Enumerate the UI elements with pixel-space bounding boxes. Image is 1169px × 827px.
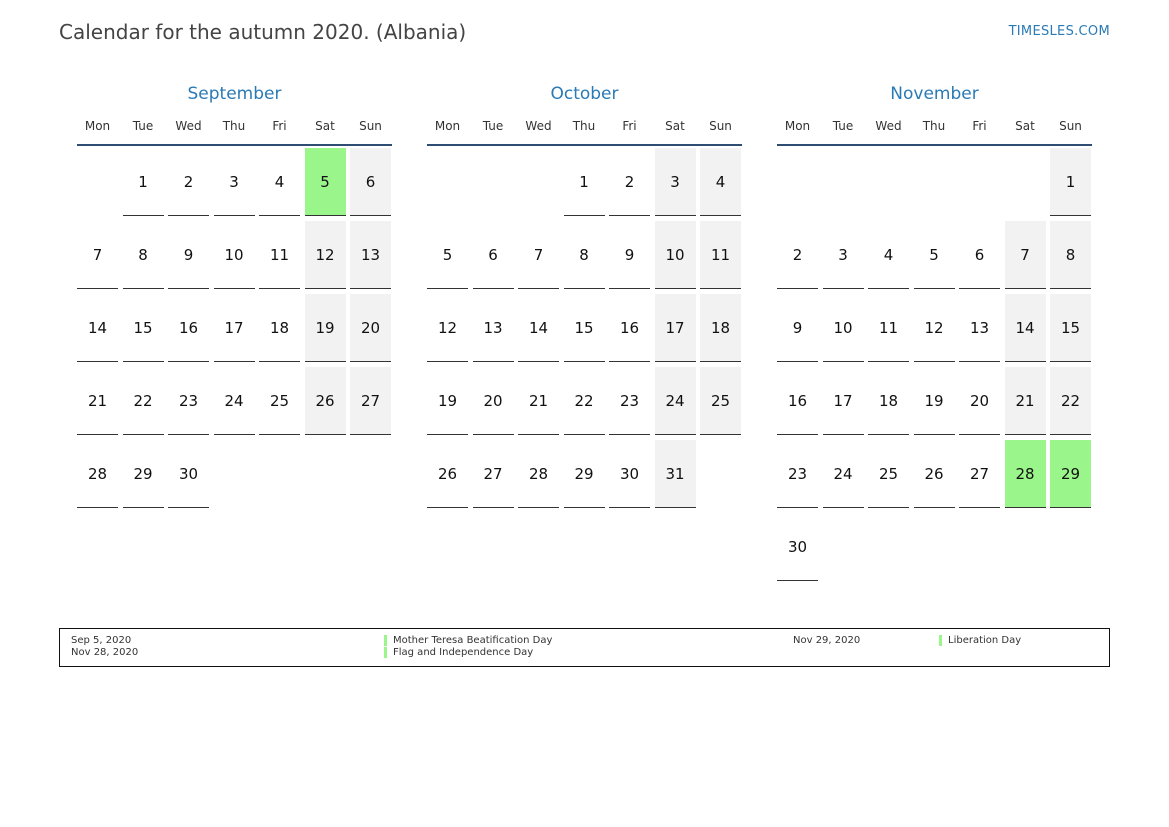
day-cell[interactable]: 18 — [259, 294, 300, 362]
day-cell[interactable]: 3 — [214, 148, 255, 216]
weekday-label: Tue — [832, 119, 854, 133]
day-cell[interactable]: 4 — [259, 148, 300, 216]
day-cell[interactable]: 7 — [77, 221, 118, 289]
day-cell[interactable]: 16 — [777, 367, 818, 435]
month-october — [427, 82, 742, 483]
day-cell[interactable]: 21 — [518, 367, 559, 435]
day-cell[interactable]: 10 — [655, 221, 696, 289]
day-cell[interactable]: 29 — [123, 440, 164, 508]
day-cell[interactable]: 14 — [1005, 294, 1046, 362]
day-cell[interactable]: 10 — [214, 221, 255, 289]
legend-holiday-name: Mother Teresa Beatification Day — [384, 635, 552, 646]
day-cell[interactable]: 26 — [914, 440, 955, 508]
day-cell[interactable]: 22 — [1050, 367, 1091, 435]
day-cell[interactable]: 28 — [1005, 440, 1046, 508]
month-title: October — [550, 84, 619, 104]
month-september — [77, 82, 392, 483]
day-cell[interactable]: 5 — [427, 221, 468, 289]
day-cell[interactable]: 8 — [123, 221, 164, 289]
day-cell[interactable]: 24 — [214, 367, 255, 435]
legend-date: Sep 5, 2020 — [71, 635, 132, 646]
day-cell[interactable]: 2 — [609, 148, 650, 216]
brand-link[interactable]: TIMESLES.COM — [1008, 24, 1110, 39]
day-cell[interactable]: 20 — [959, 367, 1000, 435]
day-cell[interactable]: 6 — [473, 221, 514, 289]
day-cell[interactable]: 3 — [655, 148, 696, 216]
legend-date: Nov 29, 2020 — [793, 635, 861, 646]
day-cell[interactable]: 20 — [473, 367, 514, 435]
day-cell[interactable]: 16 — [168, 294, 209, 362]
day-cell[interactable]: 6 — [959, 221, 1000, 289]
day-cell[interactable]: 9 — [777, 294, 818, 362]
day-cell[interactable]: 12 — [914, 294, 955, 362]
holiday-legend — [59, 628, 1110, 667]
day-cell[interactable]: 9 — [609, 221, 650, 289]
day-cell[interactable]: 24 — [823, 440, 864, 508]
day-cell[interactable]: 29 — [1050, 440, 1091, 508]
day-cell[interactable]: 2 — [777, 221, 818, 289]
day-cell[interactable]: 29 — [564, 440, 605, 508]
day-cell[interactable]: 9 — [168, 221, 209, 289]
day-grid — [427, 148, 742, 588]
weekday-label: Wed — [175, 119, 202, 133]
weekday-label: Tue — [482, 119, 504, 133]
weekday-label: Sun — [359, 119, 382, 133]
day-cell[interactable]: 5 — [914, 221, 955, 289]
weekday-label: Thu — [222, 119, 246, 133]
weekday-label: Sat — [1015, 119, 1035, 133]
month-title: September — [187, 84, 282, 104]
day-grid — [777, 148, 1092, 588]
day-cell[interactable]: 13 — [350, 221, 391, 289]
day-cell[interactable]: 27 — [473, 440, 514, 508]
day-cell[interactable]: 26 — [427, 440, 468, 508]
day-cell[interactable]: 19 — [914, 367, 955, 435]
weekday-label: Fri — [272, 119, 287, 133]
day-cell[interactable]: 4 — [868, 221, 909, 289]
day-cell[interactable]: 12 — [427, 294, 468, 362]
weekday-label: Wed — [875, 119, 902, 133]
day-cell[interactable]: 6 — [350, 148, 391, 216]
day-cell[interactable]: 11 — [868, 294, 909, 362]
month-title: November — [890, 84, 979, 104]
day-cell[interactable]: 22 — [123, 367, 164, 435]
day-cell[interactable]: 28 — [77, 440, 118, 508]
day-cell[interactable]: 25 — [868, 440, 909, 508]
day-cell[interactable]: 15 — [1050, 294, 1091, 362]
day-cell[interactable]: 24 — [655, 367, 696, 435]
weekday-label: Mon — [784, 119, 811, 133]
day-cell[interactable]: 13 — [959, 294, 1000, 362]
day-cell[interactable]: 26 — [305, 367, 346, 435]
weekday-label: Thu — [922, 119, 946, 133]
day-cell[interactable]: 30 — [168, 440, 209, 508]
weekday-label: Sat — [665, 119, 685, 133]
day-cell[interactable]: 23 — [777, 440, 818, 508]
day-cell[interactable]: 30 — [609, 440, 650, 508]
day-cell[interactable]: 21 — [77, 367, 118, 435]
page-title: Calendar for the autumn 2020. (Albania) — [59, 20, 467, 44]
weekday-label: Mon — [434, 119, 461, 133]
day-cell[interactable]: 27 — [959, 440, 1000, 508]
legend-holiday-name: Liberation Day — [939, 635, 1021, 646]
day-cell[interactable]: 30 — [777, 513, 818, 581]
day-cell[interactable]: 17 — [823, 367, 864, 435]
day-cell[interactable]: 22 — [564, 367, 605, 435]
weekday-label: Sun — [1059, 119, 1082, 133]
weekday-label: Tue — [132, 119, 154, 133]
day-grid — [77, 148, 392, 588]
day-cell[interactable]: 5 — [305, 148, 346, 216]
weekday-header — [777, 118, 1092, 146]
day-cell[interactable]: 31 — [655, 440, 696, 508]
day-cell[interactable]: 23 — [609, 367, 650, 435]
day-cell[interactable]: 19 — [305, 294, 346, 362]
day-cell[interactable]: 14 — [518, 294, 559, 362]
day-cell[interactable]: 17 — [655, 294, 696, 362]
weekday-label: Mon — [84, 119, 111, 133]
day-cell[interactable]: 21 — [1005, 367, 1046, 435]
day-cell[interactable]: 4 — [700, 148, 741, 216]
day-cell[interactable]: 12 — [305, 221, 346, 289]
day-cell[interactable]: 13 — [473, 294, 514, 362]
day-cell[interactable]: 1 — [1050, 148, 1091, 216]
day-cell[interactable]: 27 — [350, 367, 391, 435]
day-cell[interactable]: 1 — [564, 148, 605, 216]
day-cell[interactable]: 20 — [350, 294, 391, 362]
weekday-label: Sat — [315, 119, 335, 133]
day-cell[interactable]: 1 — [123, 148, 164, 216]
day-cell[interactable]: 15 — [123, 294, 164, 362]
weekday-label: Wed — [525, 119, 552, 133]
weekday-label: Sun — [709, 119, 732, 133]
day-cell[interactable]: 25 — [700, 367, 741, 435]
day-cell[interactable]: 15 — [564, 294, 605, 362]
day-cell[interactable]: 8 — [564, 221, 605, 289]
day-cell[interactable]: 18 — [700, 294, 741, 362]
day-cell[interactable]: 7 — [1005, 221, 1046, 289]
weekday-label: Fri — [622, 119, 637, 133]
day-cell[interactable]: 2 — [168, 148, 209, 216]
day-cell[interactable]: 16 — [609, 294, 650, 362]
weekday-label: Thu — [572, 119, 596, 133]
weekday-header — [77, 118, 392, 146]
day-cell[interactable]: 11 — [700, 221, 741, 289]
weekday-label: Fri — [972, 119, 987, 133]
day-cell[interactable]: 25 — [259, 367, 300, 435]
day-cell[interactable]: 3 — [823, 221, 864, 289]
day-cell[interactable]: 23 — [168, 367, 209, 435]
day-cell[interactable]: 28 — [518, 440, 559, 508]
day-cell[interactable]: 8 — [1050, 221, 1091, 289]
day-cell[interactable]: 14 — [77, 294, 118, 362]
month-november — [777, 82, 1092, 556]
day-cell[interactable]: 7 — [518, 221, 559, 289]
legend-holiday-name: Flag and Independence Day — [384, 647, 533, 658]
day-cell[interactable]: 17 — [214, 294, 255, 362]
legend-date: Nov 28, 2020 — [71, 647, 139, 658]
day-cell[interactable]: 10 — [823, 294, 864, 362]
day-cell[interactable]: 19 — [427, 367, 468, 435]
weekday-header — [427, 118, 742, 146]
day-cell[interactable]: 18 — [868, 367, 909, 435]
day-cell[interactable]: 11 — [259, 221, 300, 289]
